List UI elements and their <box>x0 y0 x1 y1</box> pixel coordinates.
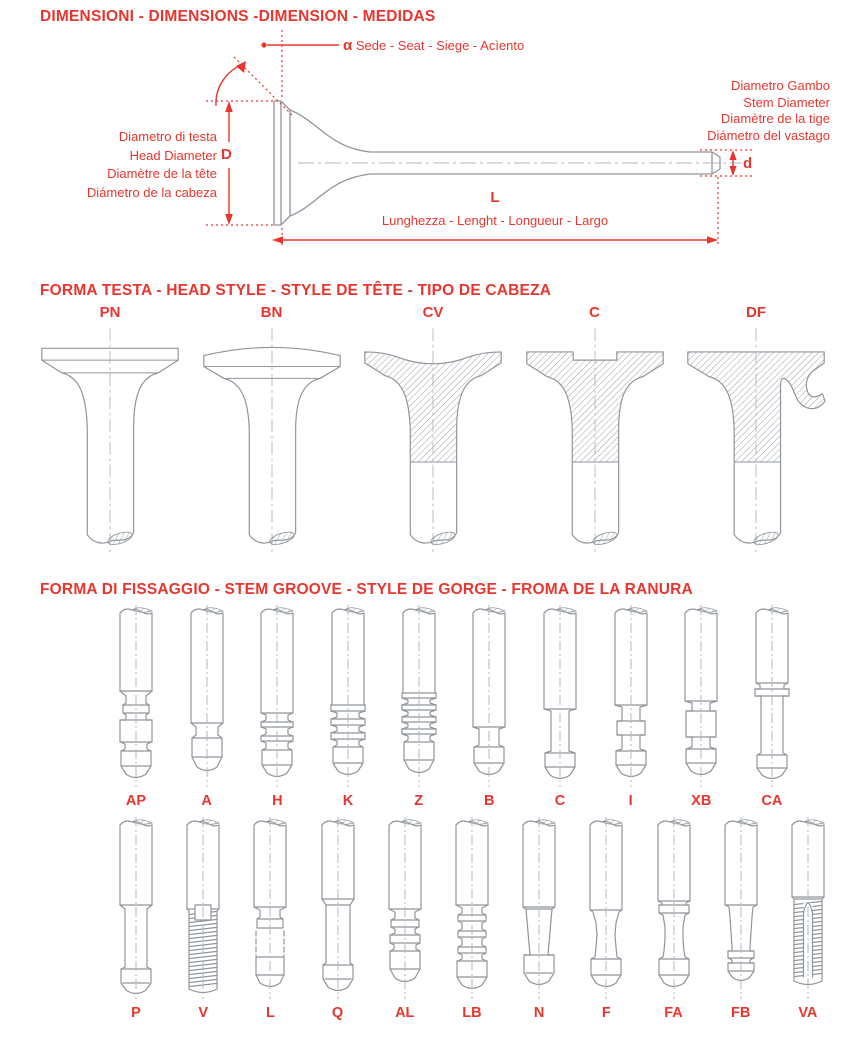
head-style-cell-DF <box>676 304 836 567</box>
head-style-code-C: C <box>589 304 600 321</box>
stem-groove-drawing-C <box>528 605 592 787</box>
stem-diameter-symbol: d <box>743 155 753 172</box>
label-line: Diamètre de la tige <box>720 111 830 126</box>
stem-groove-cell-B <box>457 605 521 809</box>
head-style-drawing-PN <box>30 321 190 562</box>
stem-groove-title: FORMA DI FISSAGGIO - STEM GROOVE - STYLE DE GORGE - FROMA DE LA RANURA <box>40 581 693 598</box>
stem-groove-code-V: V <box>198 1005 209 1021</box>
head-style-drawing-BN <box>192 321 352 562</box>
stem-groove-cell-K <box>316 605 380 809</box>
stem-groove-cell-FB <box>709 817 773 1021</box>
stem-groove-cell-VA <box>776 817 840 1021</box>
stem-diameter-label <box>600 78 830 144</box>
stem-groove-drawing-I <box>599 605 663 787</box>
stem-groove-drawing-A <box>175 605 239 787</box>
stem-groove-code-FA: FA <box>664 1005 683 1021</box>
stem-groove-code-FB: FB <box>731 1005 751 1021</box>
stem-groove-drawing-CA <box>740 605 804 787</box>
stem-groove-code-AL: AL <box>395 1005 415 1021</box>
dimensions-section <box>0 0 860 272</box>
stem-groove-code-A: A <box>201 793 212 809</box>
stem-groove-row-1 <box>104 605 804 809</box>
stem-groove-cell-Q <box>306 817 370 1021</box>
head-style-section <box>0 282 860 567</box>
label-line: Diámetro de la cabeza <box>86 184 217 200</box>
head-style-drawing-CV <box>353 321 513 562</box>
label-line: Diametro Gambo <box>731 78 830 93</box>
stem-groove-drawing-FA <box>642 817 706 999</box>
stem-groove-code-K: K <box>342 793 354 809</box>
head-style-cell-PN <box>30 304 190 567</box>
stem-groove-code-N: N <box>533 1005 545 1021</box>
stem-groove-drawing-AL <box>373 817 437 999</box>
stem-groove-drawing-FB <box>709 817 773 999</box>
stem-groove-code-C: C <box>554 793 566 809</box>
stem-groove-code-XB: XB <box>691 793 712 809</box>
stem-groove-code-L: L <box>265 1005 275 1021</box>
stem-groove-code-P: P <box>131 1005 141 1021</box>
head-style-code-DF: DF <box>746 304 766 321</box>
dimensions-title: DIMENSIONI - DIMENSIONS -DIMENSION - MEDIDAS <box>40 8 436 25</box>
stem-groove-drawing-Q <box>306 817 370 999</box>
stem-groove-row-2 <box>104 817 840 1021</box>
stem-groove-code-Z: Z <box>414 793 424 809</box>
stem-groove-code-CA: CA <box>761 793 783 809</box>
stem-groove-cell-AP <box>104 605 168 809</box>
head-diameter-symbol: D <box>221 146 232 163</box>
stem-groove-cell-P <box>104 817 168 1021</box>
alpha-text: Sede - Seat - Siege - Acìento <box>355 38 525 53</box>
head-style-cell-C <box>515 304 675 567</box>
stem-groove-drawing-N <box>507 817 571 999</box>
stem-groove-drawing-V <box>171 817 235 999</box>
stem-groove-cell-AL <box>373 817 437 1021</box>
head-style-title: FORMA TESTA - HEAD STYLE - STYLE DE TÊTE - TIPO DE CABEZA <box>40 282 552 299</box>
stem-groove-drawing-H <box>245 605 309 787</box>
head-style-code-PN: PN <box>99 304 121 321</box>
stem-groove-code-VA: VA <box>798 1005 818 1021</box>
stem-groove-drawing-VA <box>776 817 840 999</box>
label-line: Diamètre de la tête <box>107 166 217 181</box>
length-label: Lunghezza - Lenght - Longueur - Largo <box>381 213 609 228</box>
stem-groove-drawing-AP <box>104 605 168 787</box>
stem-groove-drawing-L <box>238 817 302 999</box>
stem-groove-cell-V <box>171 817 235 1021</box>
stem-groove-code-H: H <box>272 793 283 809</box>
stem-groove-cell-LB <box>440 817 504 1021</box>
label-line: Diametro di testa <box>118 129 217 144</box>
head-style-drawing-C <box>515 321 675 562</box>
head-style-cell-BN <box>192 304 352 567</box>
length-symbol: L <box>490 189 500 206</box>
stem-groove-cell-I <box>599 605 663 809</box>
stem-groove-cell-Z <box>387 605 451 809</box>
stem-groove-drawing-XB <box>669 605 733 787</box>
stem-groove-section <box>0 581 860 1021</box>
stem-groove-code-Q: Q <box>331 1005 344 1021</box>
head-style-drawing-DF <box>676 321 836 562</box>
label-line: Head Diameter <box>129 147 217 163</box>
alpha-symbol: α <box>343 37 353 54</box>
stem-groove-cell-H <box>245 605 309 809</box>
seat-angle-label <box>343 37 524 54</box>
stem-groove-code-I: I <box>628 793 633 809</box>
stem-groove-drawing-Z <box>387 605 451 787</box>
stem-groove-cell-FA <box>642 817 706 1021</box>
head-diameter-label <box>0 128 217 202</box>
label-line: Diámetro del vastago <box>707 127 830 143</box>
stem-groove-drawing-F <box>574 817 638 999</box>
stem-groove-code-LB: LB <box>462 1005 482 1021</box>
stem-groove-cell-CA <box>740 605 804 809</box>
label-line: Stem Diameter <box>743 94 830 110</box>
stem-groove-cell-L <box>238 817 302 1021</box>
stem-groove-drawing-B <box>457 605 521 787</box>
stem-groove-cell-F <box>574 817 638 1021</box>
stem-groove-cell-N <box>507 817 571 1021</box>
stem-groove-code-B: B <box>484 793 495 809</box>
stem-groove-drawing-P <box>104 817 168 999</box>
stem-groove-cell-C <box>528 605 592 809</box>
stem-groove-cell-XB <box>669 605 733 809</box>
stem-groove-code-F: F <box>601 1005 611 1021</box>
stem-groove-cell-A <box>175 605 239 809</box>
stem-groove-code-AP: AP <box>125 793 147 809</box>
head-style-code-BN: BN <box>260 304 283 321</box>
head-style-row <box>30 304 836 567</box>
stem-groove-drawing-K <box>316 605 380 787</box>
head-style-cell-CV <box>353 304 513 567</box>
head-style-code-CV: CV <box>422 304 444 321</box>
stem-groove-drawing-LB <box>440 817 504 999</box>
